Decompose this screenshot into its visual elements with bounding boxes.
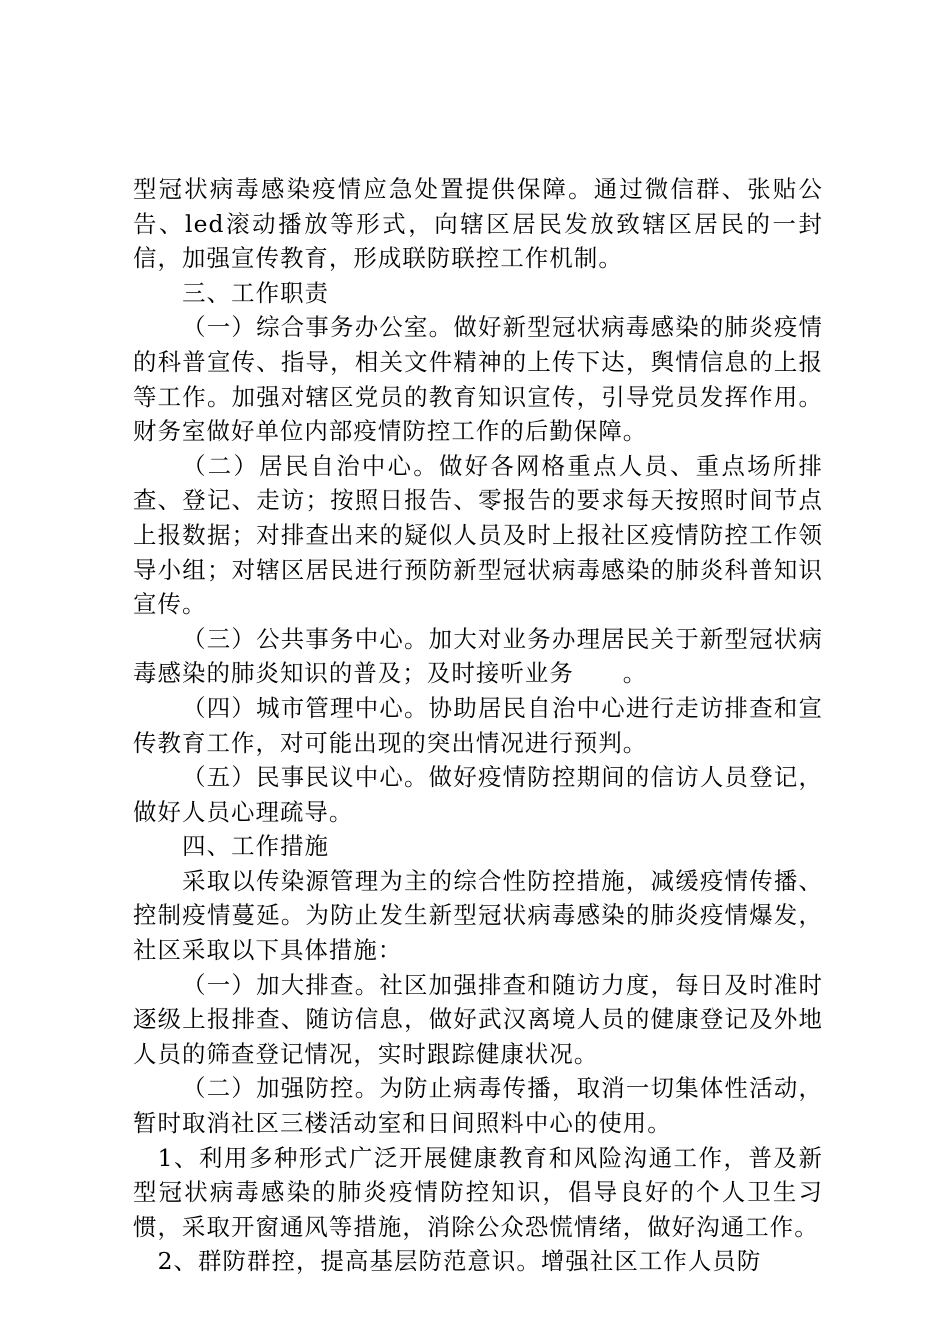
- paragraph-duty-3: （三）公共事务中心。加大对业务办理居民关于新型冠状病毒感染的肺炎知识的普及；及时接听业务 。: [133, 624, 823, 688]
- paragraph-duty-4: （四）城市管理中心。协助居民自治中心进行走访排查和宣传教育工作，对可能出现的突出情况进行预判。: [133, 693, 823, 757]
- paragraph-measures-intro: 采取以传染源管理为主的综合性防控措施，减缓疫情传播、控制疫情蔓延。为防止发生新型冠状病毒感染的肺炎疫情爆发，社区采取以下具体措施：: [133, 866, 823, 965]
- section-heading-measures: 四、工作措施: [182, 832, 330, 861]
- paragraph-item-1: 1、利用多种形式广泛开展健康教育和风险沟通工作，普及新型冠状病毒感染的肺炎疫情防控知识，倡导良好的个人卫生习惯，采取开窗通风等措施，消除公众恐慌情绪，做好沟通工作。: [133, 1143, 823, 1241]
- paragraph-duty-5: （五）民事民议中心。做好疫情防控期间的信访人员登记，做好人员心理疏导。: [133, 763, 823, 826]
- paragraph-measure-2: （二）加强防控。为防止病毒传播，取消一切集体性活动，暂时取消社区三楼活动室和日间照料中心的使用。: [133, 1074, 823, 1138]
- section-heading-duties: 三、工作职责: [182, 278, 330, 307]
- paragraph-item-2: 2、群防群控，提高基层防范意识。增强社区工作人员防: [157, 1247, 762, 1276]
- document-body: [133, 172, 823, 1279]
- paragraph-continuation: 型冠状病毒感染疫情应急处置提供保障。通过微信群、张贴公告、led滚动播放等形式，向辖区居民发放致辖区居民的一封信，加强宣传教育，形成联防联控工作机制。: [133, 175, 823, 273]
- paragraph-measure-1: （一）加大排查。社区加强排查和随访力度，每日及时准时逐级上报排查、随访信息，做好武汉离境人员的健康登记及外地人员的筛查登记情况，实时跟踪健康状况。: [133, 970, 823, 1068]
- paragraph-duty-1: （一）综合事务办公室。做好新型冠状病毒感染的肺炎疫情的科普宣传、指导，相关文件精神的上传下达，舆情信息的上报等工作。加强对辖区党员的教育知识宣传，引导党员发挥作用。财务室做好单位内部疫情防控工作的后勤保障。: [133, 313, 823, 446]
- paragraph-duty-2: （二）居民自治中心。做好各网格重点人员、重点场所排查、登记、走访；按照日报告、零报告的要求每天按照时间节点上报数据；对排查出来的疑似人员及时上报社区疫情防控工作领导小组；对辖区居民进行预防新型冠状病毒感染的肺炎科普知识宣传。: [133, 451, 823, 619]
